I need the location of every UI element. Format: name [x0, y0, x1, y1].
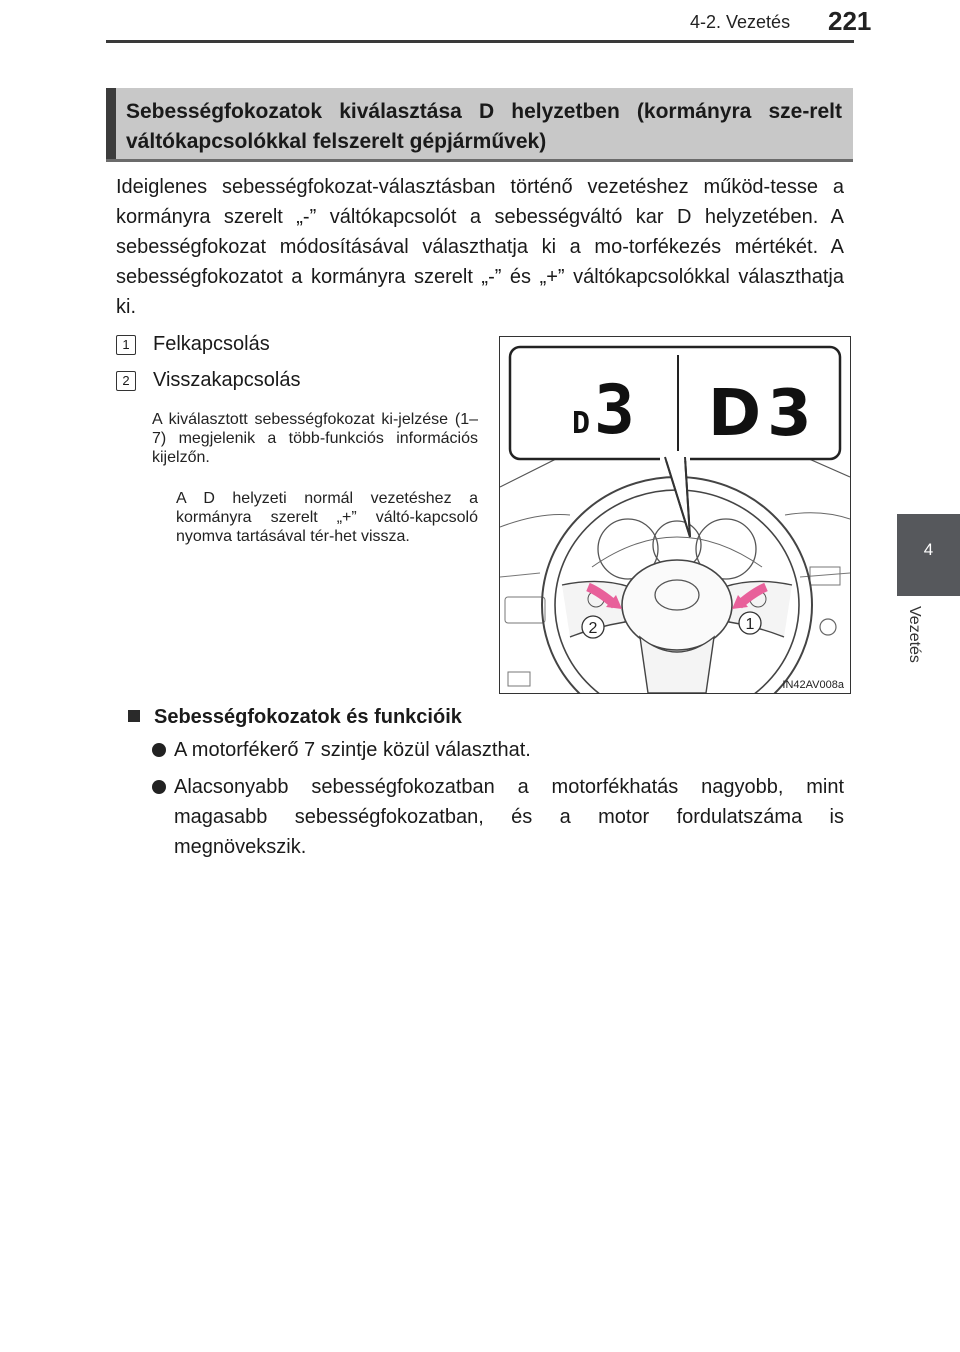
- header-rule: [106, 40, 854, 43]
- banner-accent-bar: [106, 88, 116, 162]
- chapter-tab: [897, 514, 960, 596]
- item-2-number: 2: [116, 371, 136, 391]
- display-small-d: D: [572, 406, 591, 441]
- note-return-d: A D helyzeti normál vezetéshez a kormányra szerelt „+” váltó-kapcsoló nyomva tartásával tér-het vissza.: [176, 490, 478, 545]
- chapter-number: 4: [923, 540, 934, 559]
- bullet-1-dot: [152, 743, 166, 757]
- banner-title: Sebességfokozatok kiválasztása D helyzetben (kormányra sze-relt váltókapcsolókkal felszerelt gépjárművek): [126, 100, 842, 153]
- item-2-label: Visszakapcsolás: [153, 369, 301, 391]
- section-banner: [106, 88, 853, 162]
- item-1-number: 1: [116, 335, 136, 355]
- note-gear-display: A kiválasztott sebességfokozat ki-jelzése (1–7) megjelenik a több-funkciós információs kijelzőn.: [152, 411, 478, 466]
- bullet-2-dot: [152, 780, 166, 794]
- item-1-label: Felkapcsolás: [153, 333, 270, 355]
- banner-underline: [106, 159, 853, 162]
- bullet-2-text: Alacsonyabb sebességfokozatban a motorfékhatás nagyobb, mint magasabb sebességfokozatban, és a motor fordulatszáma is megnövekszik.: [174, 776, 844, 858]
- callout-1-label: 1: [745, 616, 755, 633]
- callout-2-label: 2: [588, 620, 598, 637]
- display-large-gear: D3: [708, 377, 818, 451]
- steering-wheel-figure: [499, 336, 851, 694]
- steering-wheel-illustration: [500, 337, 850, 693]
- subsection-heading: Sebességfokozatok és funkcióik: [154, 706, 462, 728]
- bullet-1-text: A motorfékerő 7 szintje közül választhat.: [174, 739, 531, 761]
- display-small-gear: 3: [594, 371, 635, 450]
- figure-code: IN42AV008a: [782, 679, 844, 691]
- chapter-title: Vezetés: [906, 606, 923, 663]
- intro-paragraph: Ideiglenes sebességfokozat-választásban történő vezetéshez működ-tesse a kormányra szerelt „-” váltókapcsolót a sebességváltó kar D helyzetében. A sebességfokozat módosításával választhatja ki a mo-torfékezés mértékét. A sebességfokozatot a kormányra szerelt „-” és „+” váltókapcsolókkal választhatja ki.: [116, 176, 844, 318]
- subsection-marker: [128, 710, 140, 722]
- section-label: 4-2. Vezetés: [690, 12, 791, 32]
- page-number: 221: [828, 6, 872, 36]
